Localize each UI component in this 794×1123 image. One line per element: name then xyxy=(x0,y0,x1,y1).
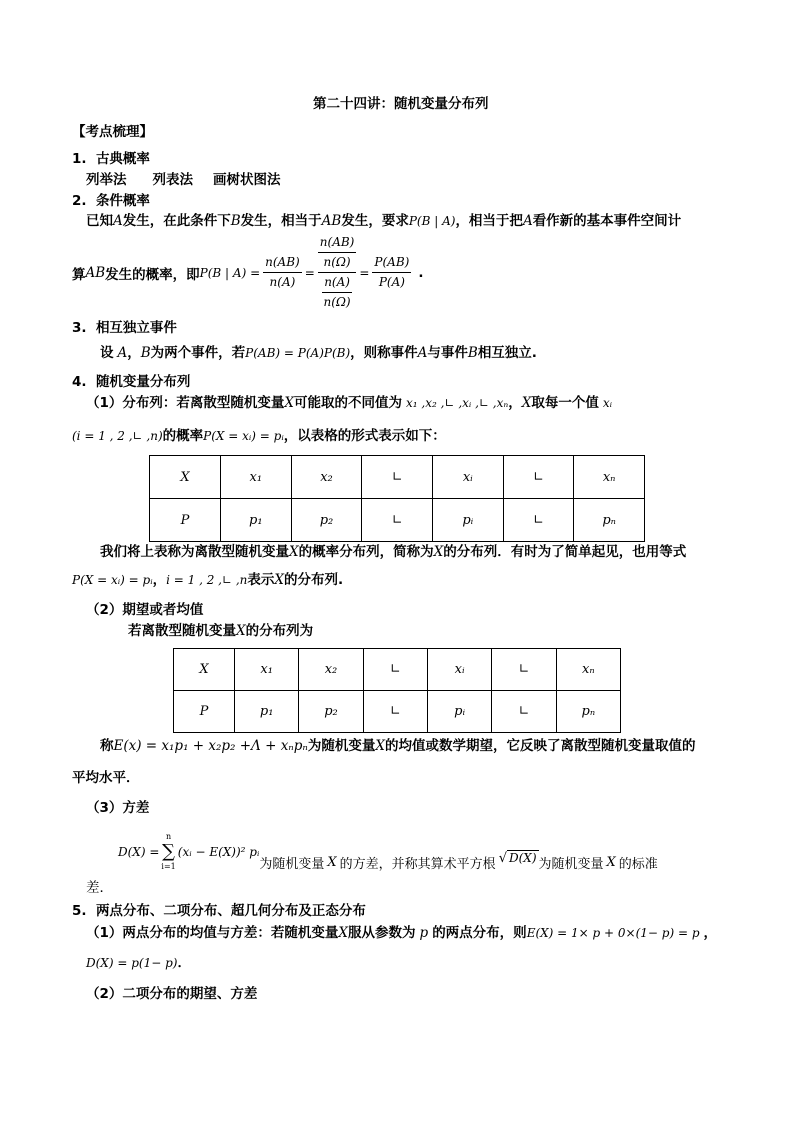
table-cell: P xyxy=(174,691,235,733)
heading-distribution xyxy=(72,373,190,391)
variance-line-2: 差． xyxy=(86,880,113,896)
math-expr: i = 1 , 2 ,∟ ,n xyxy=(166,573,248,587)
math-expr: P(B | A) xyxy=(408,214,456,228)
table-row xyxy=(174,691,621,733)
expectation-intro xyxy=(128,622,313,640)
text: 的标准 xyxy=(618,856,658,872)
fraction-denominator: n(Ω) xyxy=(323,255,351,269)
math-var: X xyxy=(236,623,246,639)
table-cell: ∟ xyxy=(363,691,427,733)
heading-number: 4. xyxy=(72,374,87,390)
math-var: B xyxy=(230,213,241,229)
conditional-line-1 xyxy=(86,212,681,230)
distribution-explanation-line-2 xyxy=(72,571,343,589)
math-expr: P(AB) = P(A)P(B) xyxy=(245,346,351,360)
math-var: AB xyxy=(85,264,106,281)
text: 看作新的基本事件空间计 xyxy=(532,213,682,229)
equals-sign: = xyxy=(359,265,370,280)
math-expr: xᵢ xyxy=(602,396,613,410)
math-var: X xyxy=(284,395,295,411)
text: 为随机变量 xyxy=(538,856,604,872)
fraction-denominator: P(A) xyxy=(378,275,405,289)
fraction-numerator: n(AB) xyxy=(263,253,302,273)
math-expr: x₁ ,x₂ ,∟ ,xᵢ ,∟ ,xₙ xyxy=(406,396,509,410)
table-cell: p₁ xyxy=(235,691,299,733)
table-row xyxy=(150,456,645,499)
math-var: B xyxy=(140,345,151,361)
text: 为两个事件，若 xyxy=(150,345,246,361)
table-cell: pᵢ xyxy=(432,499,503,542)
distribution-table-2 xyxy=(173,648,621,733)
math-expr: D(X) = p(1− p) xyxy=(86,956,178,970)
table-cell: p₁ xyxy=(221,499,292,542)
text: 为随机变量 xyxy=(307,738,376,754)
table-cell: ∟ xyxy=(503,499,574,542)
text: 若随机变量 xyxy=(270,925,339,941)
table-cell: pₙ xyxy=(556,691,620,733)
math-var: A xyxy=(417,345,428,361)
text: 若离散型随机变量 xyxy=(176,395,285,411)
two-point-line-1 xyxy=(86,924,717,942)
subheading-variance: （3）方差 xyxy=(86,800,150,816)
conditional-formula-line xyxy=(72,233,423,312)
heading-classical-probability xyxy=(72,150,150,168)
math-expr: E(x) = x₁p₁ + x₂p₂ +Λ + xₙpₙ xyxy=(113,738,308,754)
text: 算 xyxy=(72,266,86,283)
equals-sign: = xyxy=(304,265,315,280)
text: 的分布列．有时为了简单起见，也用等式 xyxy=(443,544,687,560)
heading-independent-events xyxy=(72,319,177,337)
expectation-definition-line-1 xyxy=(100,737,696,755)
fraction-numerator: n(AB) xyxy=(318,233,357,253)
heading-number: 5. xyxy=(72,903,87,919)
text: 的分布列为 xyxy=(245,623,314,639)
variance-formula-line xyxy=(118,832,658,872)
table-cell: ∟ xyxy=(492,649,556,691)
sum-symbol: ∑ xyxy=(162,841,176,862)
table-row xyxy=(174,649,621,691)
text: 已知 xyxy=(86,213,113,229)
compound-numerator xyxy=(318,233,357,273)
heading-text: 相互独立事件 xyxy=(95,320,177,336)
heading-text: 古典概率 xyxy=(95,151,150,167)
text: 可能取的不同值为 xyxy=(294,395,403,411)
math-var: X xyxy=(289,544,299,560)
heading-conditional-probability xyxy=(72,192,150,210)
sum-upper-limit: n xyxy=(166,832,172,841)
page-title: 第二十四讲：随机变量分布列 xyxy=(313,96,489,112)
text: ， xyxy=(127,345,141,361)
table-row xyxy=(150,499,645,542)
heading-text: 随机变量分布列 xyxy=(95,374,191,390)
text: 的概率 xyxy=(162,428,204,444)
table-cell: x₁ xyxy=(221,456,292,499)
math-var: X xyxy=(274,572,285,588)
table-cell: ∟ xyxy=(503,456,574,499)
table-cell: ∟ xyxy=(362,499,433,542)
period: . xyxy=(418,264,424,281)
fraction-numerator: P(AB) xyxy=(372,253,411,273)
table-cell: xᵢ xyxy=(432,456,503,499)
math-expr: P(X = xᵢ) = pᵢ xyxy=(203,429,284,443)
math-var: X xyxy=(433,544,444,560)
table-cell: x₂ xyxy=(299,649,363,691)
subheading-binomial: （2）二项分布的期望、方差 xyxy=(86,986,258,1002)
text: 与事件 xyxy=(427,345,468,361)
text: 发生，要求 xyxy=(341,213,409,229)
distribution-definition-line-2 xyxy=(72,427,446,445)
heading-number: 1. xyxy=(72,151,87,167)
text: 取每一个值 xyxy=(531,395,599,411)
fraction-denominator: n(A) xyxy=(269,275,296,289)
math-expr: D(X) xyxy=(508,850,537,865)
math-var: X xyxy=(521,395,532,411)
heading-text: 两点分布、二项分布、超几何分布及正态分布 xyxy=(95,903,366,919)
table-cell: pₙ xyxy=(574,499,645,542)
text: 的分布列. xyxy=(284,572,344,588)
text: 发生，在此条件下 xyxy=(122,213,231,229)
table-cell: ∟ xyxy=(492,691,556,733)
expectation-definition-line-2: 平均水平． xyxy=(72,770,140,786)
text: 称 xyxy=(100,738,114,754)
heading-number: 3. xyxy=(72,320,87,336)
math-expr: (i = 1 , 2 ,∟ ,n) xyxy=(72,429,163,443)
math-var: X xyxy=(606,854,616,870)
method-item: 画树状图法 xyxy=(213,172,281,188)
math-var: p xyxy=(419,925,429,941)
text: 相互独立. xyxy=(477,345,537,361)
fraction-counts xyxy=(263,253,302,292)
distribution-explanation-line-1 xyxy=(100,543,686,561)
math-var: X xyxy=(327,854,337,870)
text: ，以表格的形式表示如下： xyxy=(283,428,446,444)
text: ，相当于把 xyxy=(455,213,523,229)
heading-distributions xyxy=(72,902,366,920)
math-var: X xyxy=(338,925,349,941)
math-var: A xyxy=(113,213,123,229)
text: ， xyxy=(152,572,167,588)
text: 服从参数为 xyxy=(348,925,416,941)
method-item: 列表法 xyxy=(152,172,193,188)
distribution-table xyxy=(149,455,645,542)
math-var: A xyxy=(117,345,128,361)
method-item: 列举法 xyxy=(86,172,127,188)
text: ． xyxy=(177,955,191,971)
heading-text: 条件概率 xyxy=(95,193,150,209)
math-var: AB xyxy=(321,213,342,229)
table-cell: ∟ xyxy=(362,456,433,499)
text: ，则称事件 xyxy=(350,345,418,361)
math-var: X xyxy=(375,738,386,754)
compound-fraction xyxy=(318,233,357,312)
table-cell: xₙ xyxy=(556,649,620,691)
text: 的两点分布，则 xyxy=(432,925,527,941)
text: 我们将上表称为离散型随机变量 xyxy=(100,544,289,560)
math-expr: E(X) = 1× p + 0×(1− p) = p xyxy=(526,926,700,940)
math-var: B xyxy=(467,345,478,361)
math-expr: P(B | A) = xyxy=(199,265,261,280)
table-cell: ∟ xyxy=(363,649,427,691)
heading-number: 2. xyxy=(72,193,87,209)
text: 的均值或数学期望，它反映了离散型随机变量取值的 xyxy=(385,738,696,754)
text: 表示 xyxy=(247,572,275,588)
sum-lower-limit: i=1 xyxy=(161,862,176,871)
table-cell: x₁ xyxy=(235,649,299,691)
section-header: 【考点梳理】 xyxy=(72,124,153,140)
subheading: （1）分布列： xyxy=(86,395,177,411)
table-cell: xₙ xyxy=(574,456,645,499)
math-var: A xyxy=(522,213,533,229)
text: ， xyxy=(508,395,522,411)
table-cell: xᵢ xyxy=(427,649,491,691)
compound-denominator xyxy=(322,273,353,312)
summation-sign xyxy=(161,832,175,872)
table-cell: X xyxy=(174,649,235,691)
table-cell: pᵢ xyxy=(427,691,491,733)
table-cell: x₂ xyxy=(291,456,362,499)
text: 发生，相当于 xyxy=(240,213,322,229)
math-expr: P(X = xᵢ) = pᵢ xyxy=(72,573,153,587)
subheading-expectation: （2）期望或者均值 xyxy=(86,602,204,618)
table-cell: p₂ xyxy=(299,691,363,733)
independence-definition xyxy=(100,344,537,362)
table-cell: p₂ xyxy=(291,499,362,542)
text: 发生的概率，即 xyxy=(105,266,200,283)
fraction-denominator: n(Ω) xyxy=(323,295,351,309)
subheading: （1）两点分布的均值与方差： xyxy=(86,925,271,941)
text: 设 xyxy=(100,345,114,361)
fraction-numerator: n(A) xyxy=(322,273,352,293)
text: 为随机变量 xyxy=(259,856,325,872)
square-root: √ D(X) xyxy=(498,850,537,866)
two-point-line-2 xyxy=(86,954,191,972)
fraction-probabilities xyxy=(372,253,411,292)
math-expr: D(X) = xyxy=(118,845,160,859)
text: 若离散型随机变量 xyxy=(128,623,236,639)
text: ， xyxy=(703,925,718,941)
distribution-definition-line-1 xyxy=(86,394,612,412)
math-expr: (xᵢ − E(X))² pᵢ xyxy=(177,845,260,859)
text: 的方差，并称其算术平方根 xyxy=(339,856,496,872)
table-cell: X xyxy=(150,456,221,499)
table-cell: P xyxy=(150,499,221,542)
text: 的概率分布列，简称为 xyxy=(298,544,434,560)
methods-line xyxy=(86,171,281,189)
